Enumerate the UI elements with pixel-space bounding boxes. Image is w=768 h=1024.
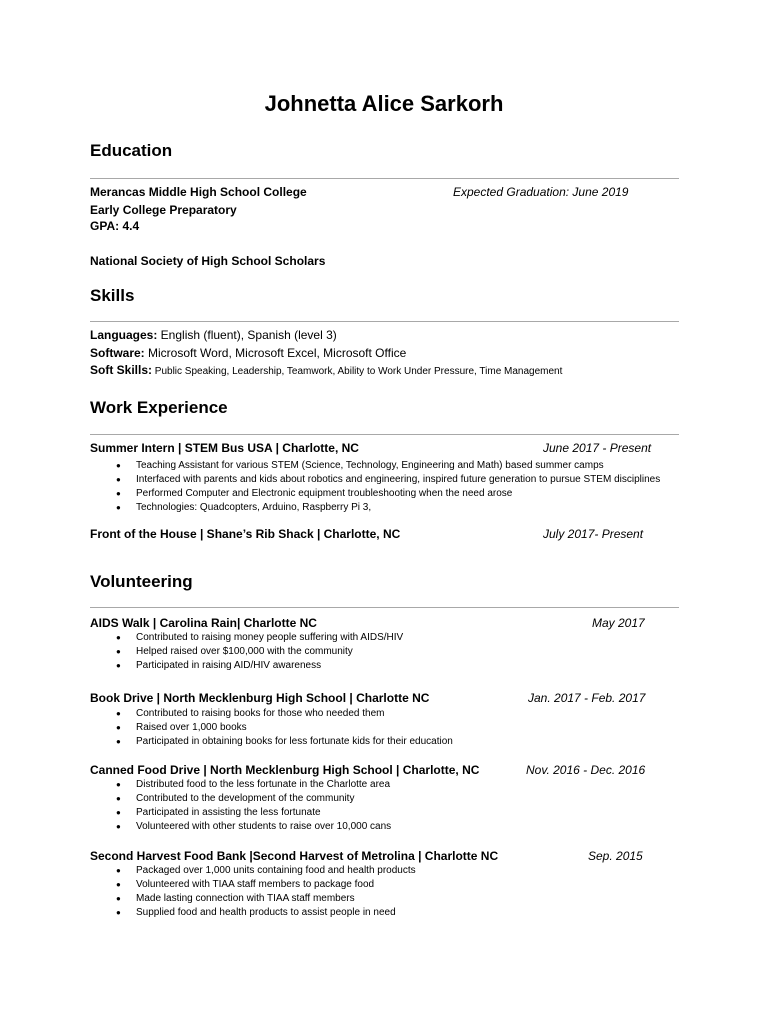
job-bullets	[110, 459, 660, 515]
education-graduation: Expected Graduation: June 2019	[453, 185, 629, 199]
job-date: July 2017- Present	[543, 527, 644, 541]
bullet-text: Contributed to raising money people suffering with AIDS/HIV	[136, 632, 404, 643]
bullet-icon: ●	[116, 647, 121, 656]
bullet-text: Packaged over 1,000 units containing food and health products	[136, 865, 416, 876]
bullet-text: Raised over 1,000 books	[136, 722, 247, 733]
bullet-text: Participated in assisting the less fortunate	[136, 807, 321, 818]
list-item	[110, 820, 391, 834]
bullet-icon: ●	[116, 737, 121, 746]
skills-languages	[90, 328, 337, 342]
work-divider	[90, 434, 679, 435]
bullet-text: Supplied food and health products to assist people in need	[136, 907, 396, 918]
bullet-text: Teaching Assistant for various STEM (Science, Technology, Engineering and Math) based summer camps	[136, 460, 604, 471]
education-gpa: GPA: 4.4	[90, 219, 140, 233]
bullet-text: Technologies: Quadcopters, Arduino, Raspberry Pi 3,	[136, 502, 372, 513]
volunteering-divider	[90, 607, 679, 608]
bullet-icon: ●	[116, 723, 121, 732]
skills-soft-label: Soft Skills:	[90, 363, 153, 377]
volunteer-date: Nov. 2016 - Dec. 2016	[526, 763, 646, 777]
education-honor: National Society of High School Scholars	[90, 254, 326, 268]
bullet-text: Participated in raising AID/HIV awareness	[136, 660, 322, 671]
bullet-icon: ●	[116, 822, 121, 831]
skills-software	[90, 346, 406, 360]
education-divider	[90, 178, 679, 179]
volunteer-bullets	[110, 778, 391, 834]
job-title: Summer Intern | STEM Bus USA | Charlotte, NC	[90, 441, 359, 455]
volunteering-heading: Volunteering	[90, 572, 193, 591]
list-item	[110, 645, 403, 659]
bullet-icon: ●	[116, 503, 121, 512]
skills-soft-value: Public Speaking, Leadership, Teamwork, Ability to Work Under Pressure, Time Management	[152, 366, 563, 377]
list-item	[110, 501, 660, 515]
bullet-text: Helped raised over $100,000 with the community	[136, 646, 353, 657]
bullet-text: Participated in obtaining books for less fortunate kids for their education	[136, 736, 453, 747]
list-item	[110, 735, 453, 749]
bullet-text: Interfaced with parents and kids about robotics and engineering, inspired future generation to pursue STEM disciplines	[136, 474, 661, 485]
list-item	[110, 864, 416, 878]
list-item	[110, 459, 660, 473]
list-item	[110, 792, 391, 806]
bullet-icon: ●	[116, 709, 121, 718]
volunteer-title: Second Harvest Food Bank |Second Harvest of Metrolina | Charlotte NC	[90, 849, 499, 863]
list-item	[110, 906, 416, 920]
volunteer-bullets	[110, 864, 416, 920]
bullet-icon: ●	[116, 461, 121, 470]
skills-software-label: Software:	[90, 346, 145, 360]
skills-languages-label: Languages:	[90, 328, 158, 342]
work-heading: Work Experience	[90, 398, 228, 417]
list-item	[110, 878, 416, 892]
list-item	[110, 806, 391, 820]
volunteer-title: AIDS Walk | Carolina Rain| Charlotte NC	[90, 616, 317, 630]
bullet-icon: ●	[116, 633, 121, 642]
bullet-text: Performed Computer and Electronic equipment troubleshooting when the need arose	[136, 488, 513, 499]
list-item	[110, 778, 391, 792]
skills-soft	[90, 363, 562, 377]
volunteer-bullets	[110, 631, 403, 673]
list-item	[110, 487, 660, 501]
skills-software-value: Microsoft Word, Microsoft Excel, Microsoft Office	[144, 346, 407, 360]
resume-name: Johnetta Alice Sarkorh	[264, 91, 504, 116]
volunteer-title: Book Drive | North Mecklenburg High School | Charlotte NC	[90, 691, 430, 705]
bullet-text: Volunteered with other students to raise over 10,000 cans	[136, 821, 392, 832]
skills-divider	[90, 321, 679, 322]
bullet-icon: ●	[116, 475, 121, 484]
bullet-text: Distributed food to the less fortunate in the Charlotte area	[136, 779, 391, 790]
bullet-text: Contributed to raising books for those who needed them	[136, 708, 385, 719]
list-item	[110, 631, 403, 645]
list-item	[110, 892, 416, 906]
bullet-icon: ●	[116, 880, 121, 889]
bullet-icon: ●	[116, 661, 121, 670]
bullet-icon: ●	[116, 908, 121, 917]
list-item	[110, 707, 453, 721]
list-item	[110, 473, 660, 487]
list-item	[110, 659, 403, 673]
job-date: June 2017 - Present	[543, 441, 652, 455]
volunteer-bullets	[110, 707, 453, 749]
bullet-text: Volunteered with TIAA staff members to package food	[136, 879, 375, 890]
volunteer-title: Canned Food Drive | North Mecklenburg High School | Charlotte, NC	[90, 763, 480, 777]
skills-heading: Skills	[90, 286, 135, 305]
bullet-icon: ●	[116, 894, 121, 903]
bullet-icon: ●	[116, 794, 121, 803]
skills-languages-value: English (fluent), Spanish (level 3)	[157, 328, 337, 342]
bullet-text: Made lasting connection with TIAA staff members	[136, 893, 355, 904]
bullet-icon: ●	[116, 808, 121, 817]
education-school: Merancas Middle High School College	[90, 185, 307, 199]
job-title: Front of the House | Shane’s Rib Shack | Charlotte, NC	[90, 527, 401, 541]
volunteer-date: May 2017	[592, 616, 645, 630]
bullet-icon: ●	[116, 866, 121, 875]
education-heading: Education	[90, 141, 173, 160]
bullet-text: Contributed to the development of the community	[136, 793, 355, 804]
education-program: Early College Preparatory	[90, 203, 237, 217]
volunteer-date: Jan. 2017 - Feb. 2017	[528, 691, 646, 705]
volunteer-date: Sep. 2015	[588, 849, 643, 863]
list-item	[110, 721, 453, 735]
bullet-icon: ●	[116, 780, 121, 789]
bullet-icon: ●	[116, 489, 121, 498]
